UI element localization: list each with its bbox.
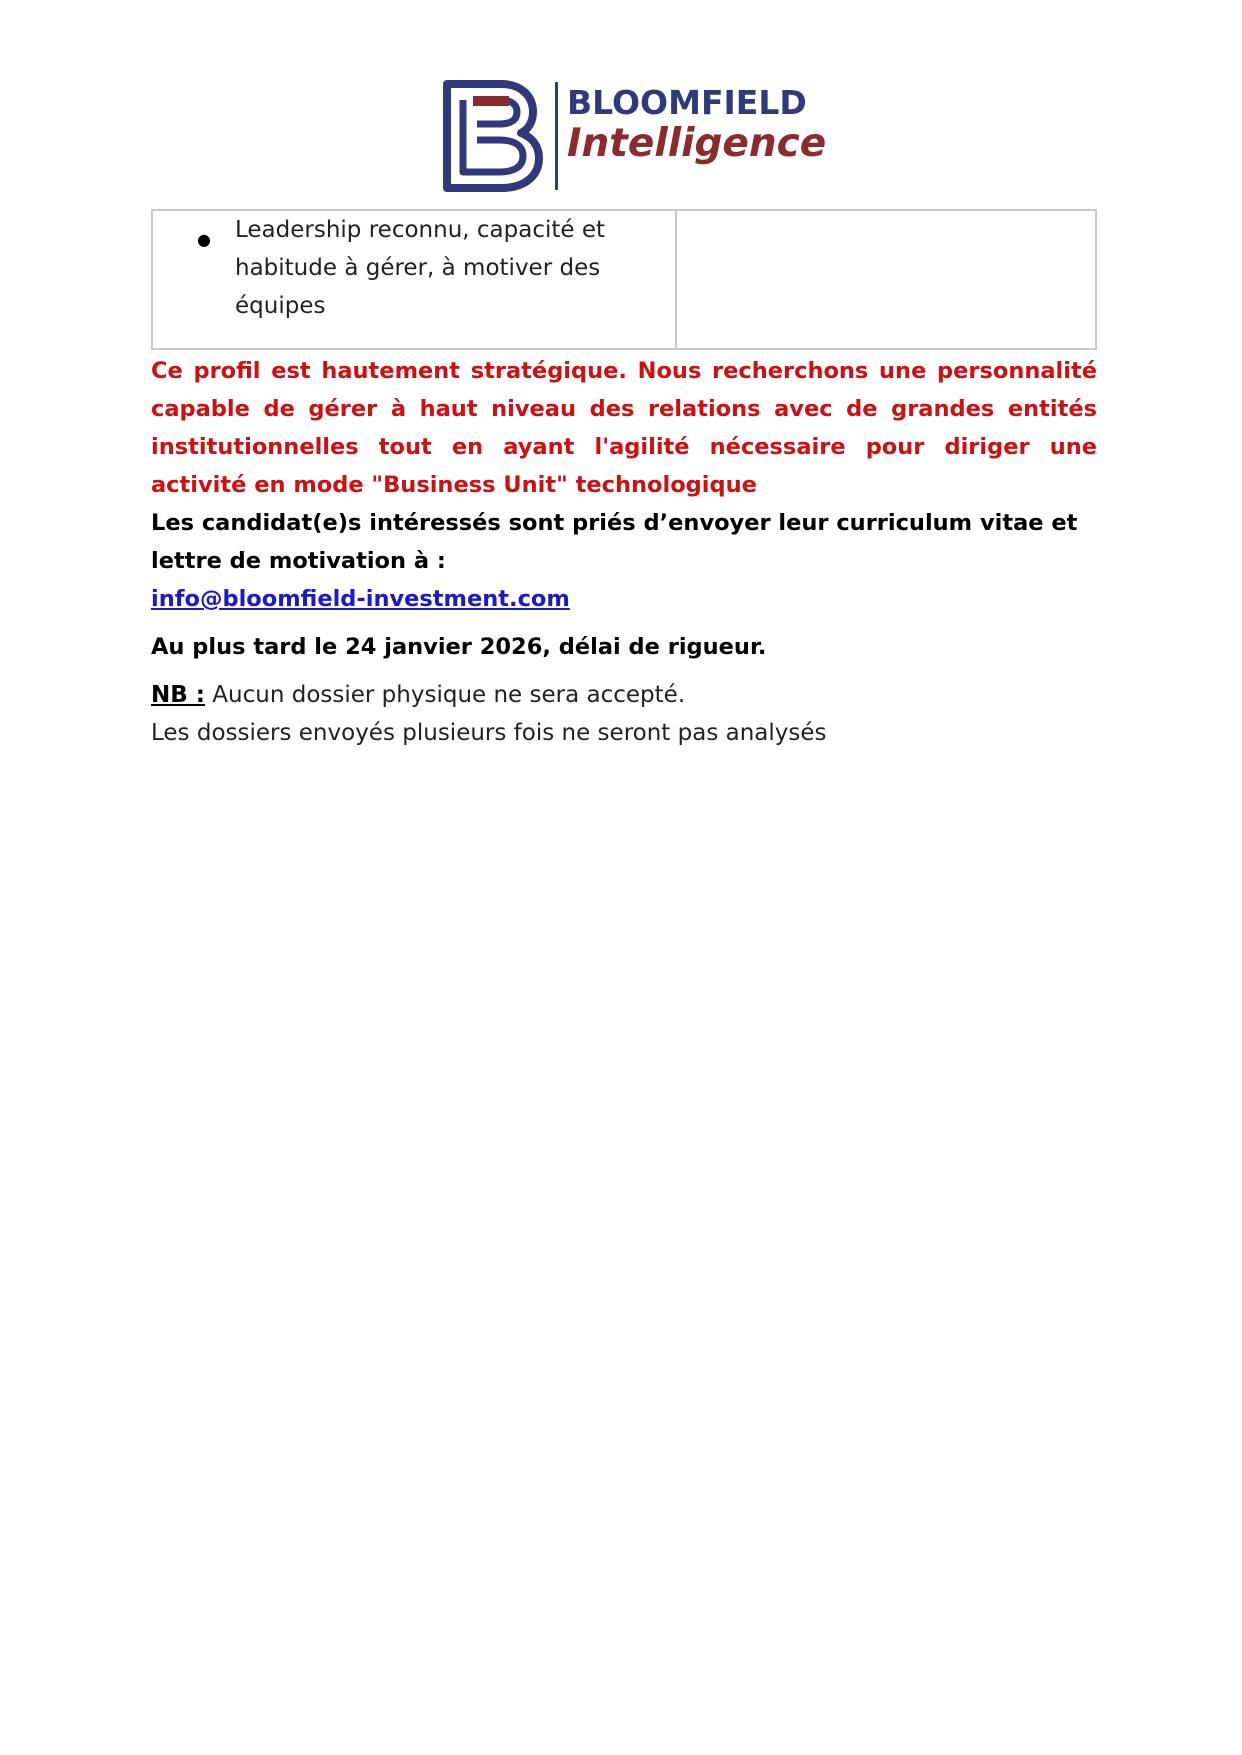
requirements-table (151, 209, 1097, 350)
nb-note (151, 676, 685, 714)
brand-subtitle: Intelligence (567, 121, 827, 166)
email-link[interactable]: info@bloomfield-investment.com (151, 586, 570, 612)
bloomfield-b-mark-icon (443, 80, 563, 192)
application-instruction: Les candidat(e)s intéressés sont priés d’envoyer leur curriculum vitae et lettre de motivation à : (151, 510, 1078, 574)
bullet-icon: ● (197, 230, 211, 249)
bloomfield-logo (443, 80, 827, 192)
nb-label: NB : (151, 682, 205, 708)
table-cell-left (153, 211, 677, 348)
profile-statement: Ce profil est hautement stratégique. Nous recherchons une personnalité capable de gérer à haut niveau des relations avec de grandes entités institutionnelles tout en ayant l'agilité nécessaire pour diriger une activité en mode "Business Unit" technologique (151, 358, 1097, 498)
final-note: Les dossiers envoyés plusieurs fois ne seront pas analysés (151, 720, 827, 746)
brand-name: BLOOMFIELD (567, 83, 807, 122)
requirement-item: Leadership reconnu, capacité et habitude à gérer, à motiver des équipes (235, 217, 606, 319)
nb-text: Aucun dossier physique ne sera accepté. (205, 682, 686, 708)
deadline: Au plus tard le 24 janvier 2026, délai de rigueur. (151, 634, 767, 660)
brand-text (567, 84, 826, 166)
table-cell-right (677, 211, 1095, 348)
